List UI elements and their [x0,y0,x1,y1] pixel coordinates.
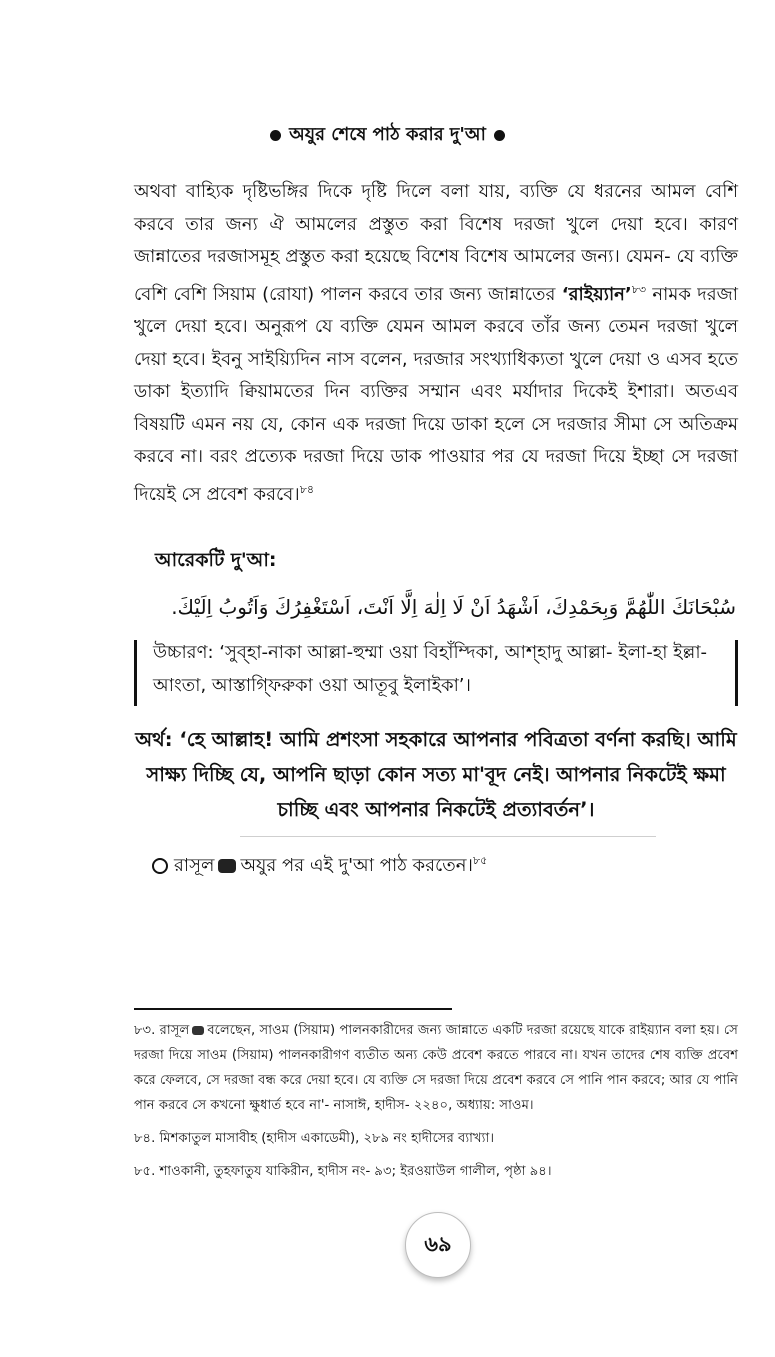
bracket-right [735,640,738,706]
footnote-85: ৮৫. শাওকানী, তুহফাতুয যাকিরীন, হাদীস নং- ৯৩; ইরওয়াউল গালীল, পৃষ্ঠা ৯৪। [134,1164,552,1179]
salawat-icon [218,859,236,873]
footnotes [134,1018,738,1192]
divider [240,836,656,837]
footnote-ref-85[interactable]: ৮৫ [472,854,488,867]
footnote-ref-83[interactable]: ৮৩ [631,282,647,296]
page-number: ৬৯ [424,1231,452,1256]
circle-bullet-icon [152,858,168,874]
bullet-icon [270,130,281,141]
meaning-text: অর্থ: ‘হে আল্লাহ! আমি প্রশংসা সহকারে আপনার পবিত্রতা বর্ণনা করছি। আমি সাক্ষ্য দিচ্ছি যে, আপনি ছাড়া কোন সত্য মা'বূদ নেই। আপনার নিকটেই ক্ষমা চাচ্ছি এবং আপনার নিকটেই প্রত্যাবর্তন’। [135,728,737,821]
footnote-83 [134,1018,738,1118]
footnote-83-b: বলেছেন, সাওম (সিয়াম) পালনকারীদের জন্য জান্নাতে একটি দরজা রয়েছে যাকে রাইয়্যান বলা হয়। সে দরজা দিয়ে সাওম (সিয়াম) পালনকারীগণ ব্যতীত অন্য কেউ প্রবেশ করতে পারবে না। যখন তাদের শেষ ব্যক্তি প্রবেশ করে ফেলবে, সে দরজা বন্ধ করে দেয়া হবে। যে ব্যক্তি সে দরজা দিয়ে প্রবেশ করবে সে পানি পান করবে; আর যে পানি পান করবে সে কখনো ক্ষুধার্ত হবে না'- নাসাঈ, হাদীস- ২২৪০, অধ্যায়: সাওম। [134,1023,738,1113]
pronunciation-text: উচ্চারণ: ‘সুব্হা-নাকা আল্লা-হুম্মা ওয়া বিহাঁম্দিকা, আশ্হাদু আল্লা- ইলা-হা ইল্লা- আংতা, আস্তাগ্ফিরুকা ওয়া আতূবু ইলাইকা’। [153,642,708,696]
footnote-84: ৮৪. মিশকাতুল মাসাবীহ (হাদীস একাডেমী), ২৮৯ নং হাদীসের ব্যাখ্যা। [134,1131,495,1146]
body-paragraph [134,176,738,511]
body-text-part-2: নামক দরজা খুলে দেয়া হবে। অনুরূপ যে ব্যক্তি যেমন আমল করবে তাঁর জন্য তেমন দরজা খুলে দেয়া হবে। ইবনু সাইয়্যিদিন নাস বলেন, দরজার সংখ্যাধিক্যতা খুলে দেয়া ও এসব হতে ডাকা ইত্যাদি ক্বিয়ামতের দিন ব্যক্তির সম্মান এবং মর্যাদার দিকেই ইশারা। অতএব বিষয়টি এমন নয় যে, কোন এক দরজা দিয়ে ডাকা হলে সে দরজার সীমা সে অতিক্রম করবে না। বরং প্রত্যেক দরজা দিয়ে ডাক পাওয়ার পর যে দরজা দিয়ে ইচ্ছা সে দরজা দিয়েই সে প্রবেশ করবে। [134,283,738,505]
arabic-dua-text: سُبْحَانَكَ اللّٰهُمَّ وَبِحَمْدِكَ، اَشْهَدُ اَنْ لَا اِلٰهَ اِلَّا اَنْتَ، اَسْتَغْفِرُكَ وَاَتُوبُ اِلَيْكَ. [171,595,736,619]
note-text-a: রাসূল [174,855,215,876]
pronunciation-box [134,636,738,708]
salawat-icon [192,1026,204,1035]
footnote-divider [134,1008,452,1010]
dua-subheading: আরেকটি দু'আ: [155,549,277,571]
running-head-text: অযুর শেষে পাঠ করার দু'আ [289,124,486,145]
note-text-b: অযুর পর এই দু'আ পাঠ করতেন। [240,855,473,876]
note-line [152,846,487,881]
rayyan-term: ‘রাইয়্যান’ [561,283,632,305]
footnote-83-a: ৮৩. রাসূল [134,1023,190,1038]
bullet-icon [494,130,505,141]
body-text-part-1: অথবা বাহ্যিক দৃষ্টিভঙ্গির দিকে দৃষ্টি দিলে বলা যায়, ব্যক্তি যে ধরনের আমল বেশি করবে তার জন্য ঐ আমলের প্রস্তুত করা বিশেষ দরজা খুলে দেয়া হবে। কারণ জান্নাতের দরজাসমূহ প্রস্তুত করা হয়েছে বিশেষ বিশেষ আমলের জন্য। যেমন- যে ব্যক্তি বেশি বেশি সিয়াম (রোযা) পালন করবে তার জন্য জান্নাতের [134,181,738,305]
page-number-badge [405,1212,471,1278]
running-head [0,120,775,151]
footnote-ref-84[interactable]: ৮৪ [299,482,314,496]
bracket-left [134,640,137,706]
